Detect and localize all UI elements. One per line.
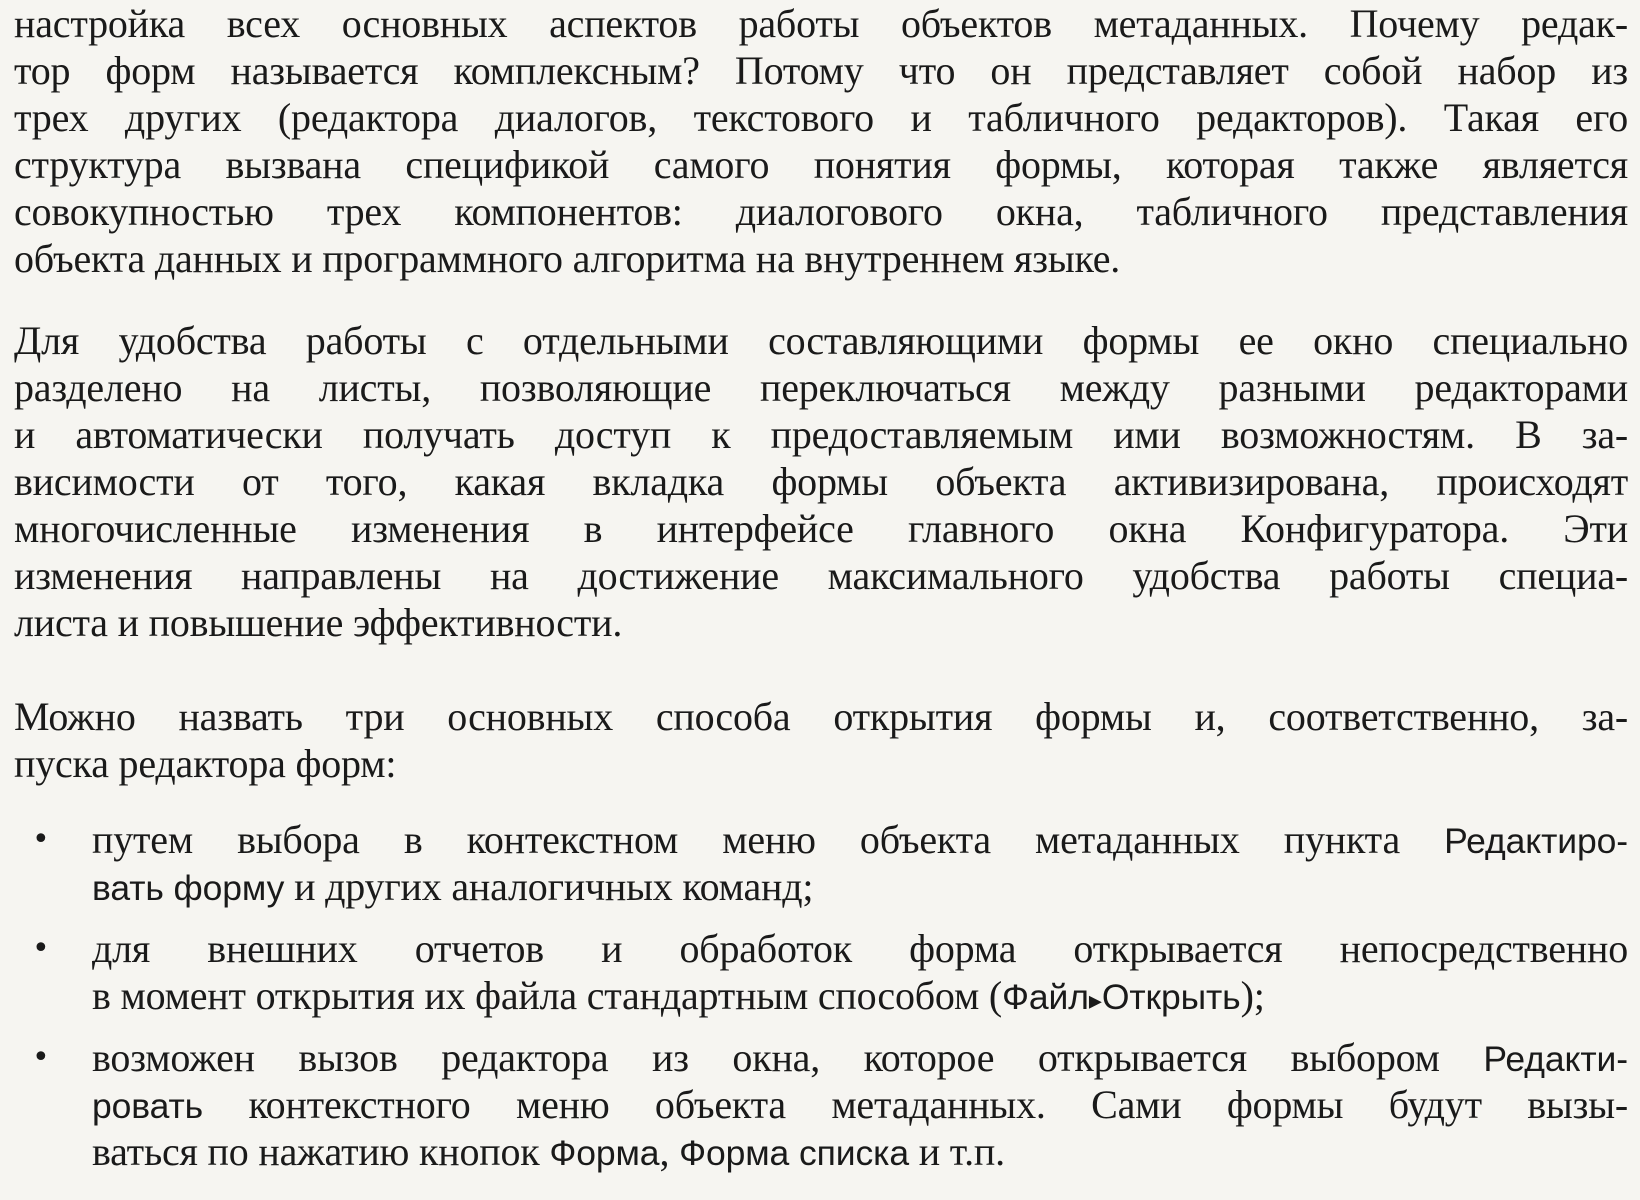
text-line: изменения направлены на достижение максимального удобства работы специа- xyxy=(14,553,1628,598)
bullet-icon: • xyxy=(32,931,50,966)
ui-command-label: ровать xyxy=(92,1086,204,1126)
ui-button-label: Форма списка xyxy=(679,1133,909,1173)
text-line: для внешних отчетов и обработок форма открывается непосредственно xyxy=(92,926,1628,971)
text-line xyxy=(92,1128,1628,1175)
list-item xyxy=(14,925,1628,1019)
text-line: совокупностью трех компонентов: диалогового окна, табличного представления xyxy=(14,189,1628,234)
ui-command-label: Редактиро- xyxy=(1444,821,1628,861)
text-run: и т.п. xyxy=(908,1129,1005,1174)
text-run: в момент открытия их файла стандартным способом ( xyxy=(92,973,1003,1018)
text-run: , xyxy=(659,1129,680,1174)
paragraph-open-methods xyxy=(14,693,1628,787)
text-line xyxy=(92,1081,1628,1128)
bullet-icon: • xyxy=(32,822,50,857)
bullet-icon: • xyxy=(32,1040,50,1075)
text-run: возможен вызов редактора из окна, которое открывается выбором xyxy=(92,1035,1484,1080)
text-line: настройка всех основных аспектов работы объектов метаданных. Почему редак- xyxy=(14,1,1628,46)
list-item xyxy=(14,816,1628,910)
text-line: Для удобства работы с отдельными составляющими формы ее окно специально xyxy=(14,318,1628,363)
text-run: ваться по нажатию кнопок xyxy=(92,1129,550,1174)
text-line: разделено на листы, позволяющие переключаться между разными редакторами xyxy=(14,365,1628,410)
text-line xyxy=(92,816,1628,863)
bullet-list xyxy=(14,816,1628,1190)
text-line: объекта данных и программного алгоритма на внутреннем языке. xyxy=(14,236,1121,281)
text-run: путем выбора в контекстном меню объекта метаданных пункта xyxy=(92,817,1445,862)
text-line: пуска редактора форм: xyxy=(14,741,397,786)
ui-menu-item-label: Открыть xyxy=(1101,977,1241,1017)
text-line xyxy=(92,972,1628,1019)
ui-command-label: вать форму xyxy=(92,868,285,908)
text-line: многочисленные изменения в интерфейсе главного окна Конфигуратора. Эти xyxy=(14,506,1628,551)
text-line: и автоматически получать доступ к предоставляемым ими возможностям. В за- xyxy=(14,412,1628,457)
text-line: листа и повышение эффективности. xyxy=(14,600,623,645)
ui-button-label: Форма xyxy=(549,1133,660,1173)
paragraph-forms-editor-intro xyxy=(14,0,1628,282)
text-line xyxy=(92,863,1628,910)
text-run: контекстного меню объекта метаданных. Сами формы будут вызы- xyxy=(203,1082,1628,1127)
text-run: и других аналогичных команд; xyxy=(284,864,814,909)
text-line xyxy=(92,1034,1628,1081)
text-line: тор форм называется комплексным? Потому что он представляет собой набор из xyxy=(14,48,1628,93)
menu-arrow-icon: ▸ xyxy=(1088,985,1102,1015)
text-line: структура вызвана спецификой самого понятия формы, которая также является xyxy=(14,142,1628,187)
text-line: висимости от того, какая вкладка формы объекта активизирована, происходят xyxy=(14,459,1628,504)
list-item xyxy=(14,1034,1628,1175)
document-page xyxy=(14,0,1628,1200)
paragraph-form-sheets xyxy=(14,317,1628,646)
ui-command-label: Редакти- xyxy=(1483,1039,1628,1079)
text-line: Можно назвать три основных способа открытия формы и, соответственно, за- xyxy=(14,694,1628,739)
text-line: трех других (редактора диалогов, текстового и табличного редакторов). Такая его xyxy=(14,95,1628,140)
ui-menu-label: Файл xyxy=(1002,977,1089,1017)
text-run: ); xyxy=(1240,973,1265,1018)
